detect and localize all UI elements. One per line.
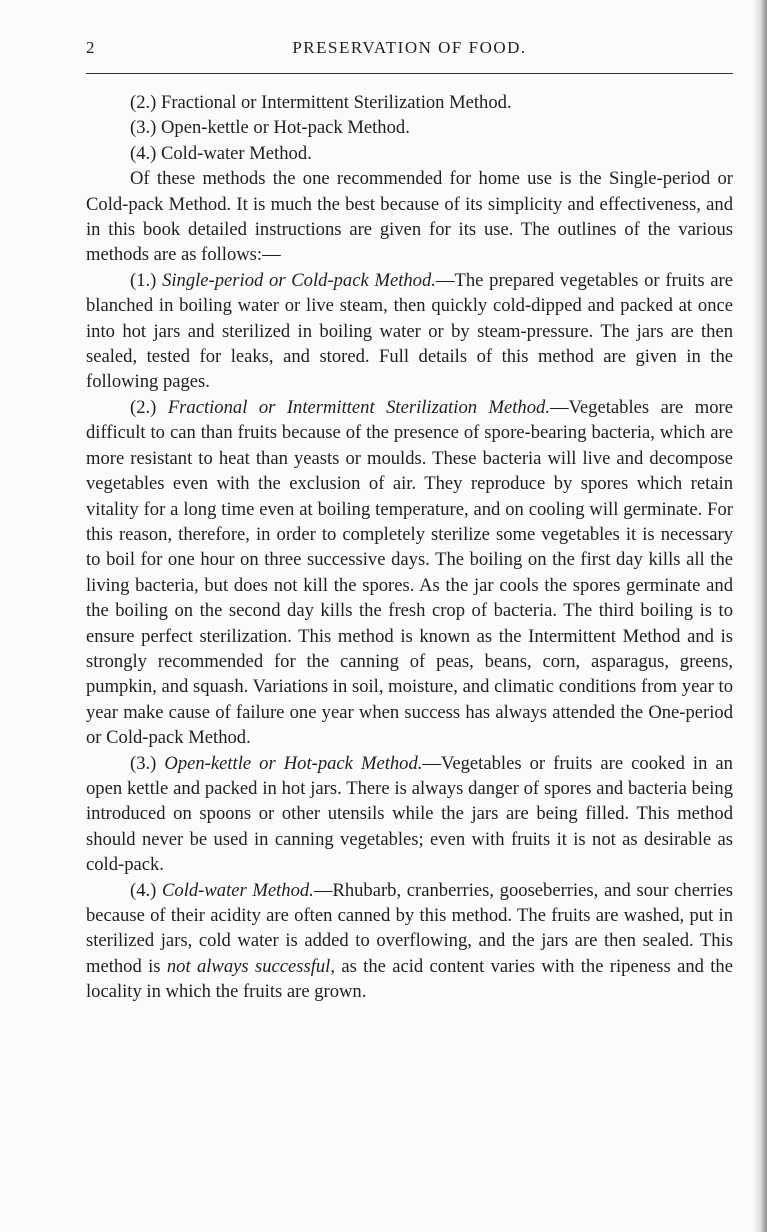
section-cold-pack: [86, 268, 733, 395]
header-rule: [86, 73, 733, 74]
section-title: Fractional or Intermittent Sterilization Method.: [167, 396, 550, 418]
section-title: Single-period or Cold-pack Method.: [162, 269, 436, 291]
section-text: —Rhubarb, cranberries, gooseberries, and sour cherries because of their acidity are often canned by this method. The fruits are washed, put in sterilized jars, cold water is added to overflowing, and the jars are then sealed. This method is: [86, 879, 733, 977]
method-list-item: (3.) Open-kettle or Hot-pack Method.: [130, 117, 410, 139]
page-number: 2: [86, 38, 96, 57]
page-body: [86, 90, 733, 1005]
section-text: —Vegetables are more difficult to can than fruits because of the presence of spore-bearing bacteria, which are more resistant to heat than yeasts or moulds. These bacteria will live and decompose vegetables even with the exclusion of air. They reproduce by spores which retain vitality for a long time even at boiling temperature, and on cooling will germinate. For this reason, therefore, in order to completely sterilize some vegetables it is necessary to boil for one hour on three successive days. The boiling on the first day kills all the living bacteria, but does not kill the spores. As the jar cools the spores germinate and the boiling on the second day kills the fresh crop of bacteria. The third boiling is to ensure perfect sterilization. This method is known as the Intermittent Method and is strongly recommended for the canning of peas, beans, corn, asparagus, greens, pumpkin, and squash. Variations in soil, moisture, and climatic conditions from year to year make cause of failure one year when success has always attended the One-period or Cold-pack Method.: [86, 396, 733, 749]
section-cold-water: [86, 878, 733, 1005]
section-number: (4.): [130, 879, 157, 901]
emphasis-text: not always successful,: [166, 955, 335, 977]
section-intermittent: [86, 395, 733, 751]
section-text: —Vegetables or fruits are cooked in an open kettle and packed in hot jars. There is always danger of spores and bacteria being introduced on spoons or other utensils while the jars are being filled. This method should never be used in canning vegetables; even with fruits it is not as desirable as cold-pack.: [86, 752, 733, 876]
section-title: Open-kettle or Hot-pack Method.: [164, 752, 423, 774]
section-number: (3.): [130, 752, 157, 774]
section-title: Cold-water Method.: [162, 879, 314, 901]
section-number: (2.): [130, 396, 157, 418]
intro-paragraph: Of these methods the one recommended for home use is the Single-period or Cold-pack Method. It is much the best because of its simplicity and effectiveness, and in this book detailed instructions are given for its use. The outlines of the various methods are as follows:—: [86, 168, 733, 266]
running-title: PRESERVATION OF FOOD.: [292, 38, 527, 57]
method-list-item: (2.) Fractional or Intermittent Sterilization Method.: [130, 92, 512, 113]
method-list-item: (4.) Cold-water Method.: [130, 142, 312, 164]
section-open-kettle: [86, 751, 733, 878]
section-number: (1.): [130, 269, 157, 291]
page-header: [86, 38, 733, 66]
section-text-after: as the acid content varies with the ripeness and the locality in which the fruits are grown.: [86, 955, 733, 1003]
section-text: —The prepared vegetables or fruits are blanched in boiling water or live steam, then quickly cold-dipped and packed at once into hot jars and sterilized in boiling water or by steam-pressure. The jars are then sealed, tested for leaks, and stored. Full details of this method are given in the following pages.: [86, 269, 734, 393]
page-edge-shadow: [753, 0, 767, 1232]
